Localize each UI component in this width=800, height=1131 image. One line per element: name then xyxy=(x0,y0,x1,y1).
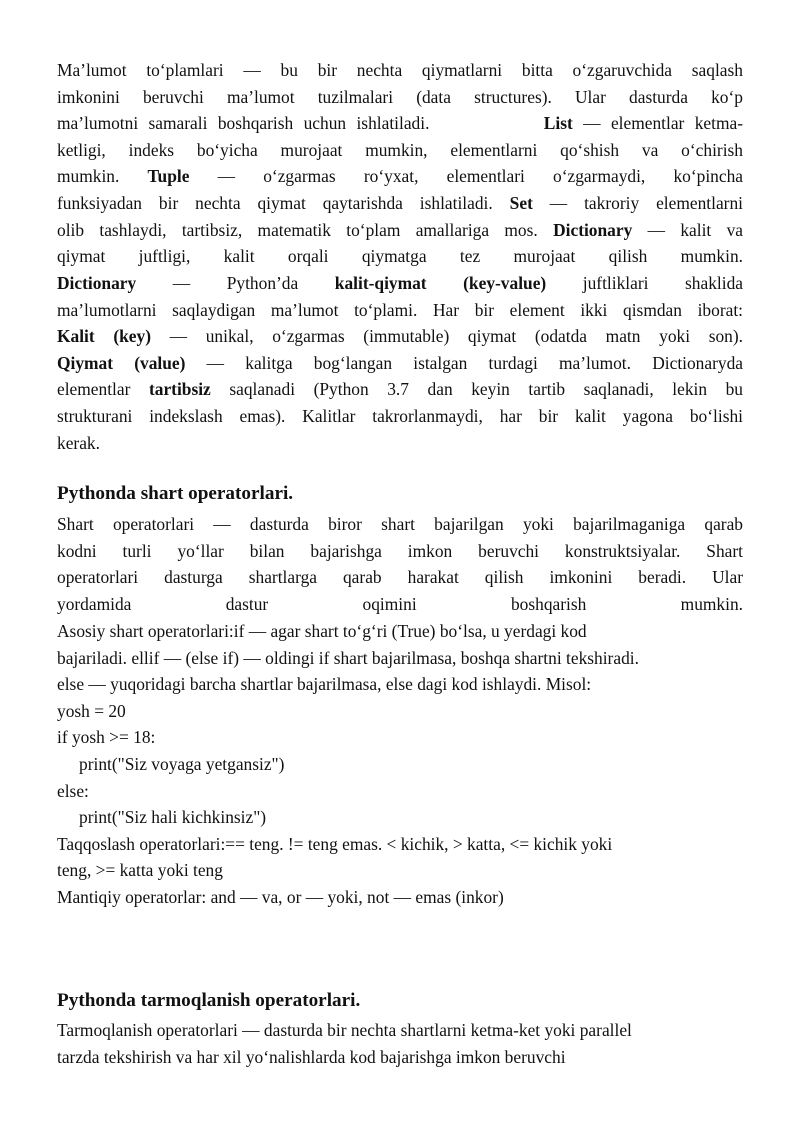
text-line: teng, >= katta yoki teng xyxy=(57,860,223,881)
paragraph-branching xyxy=(57,1017,743,1070)
text-line: qiymat juftligi, kalit orqali qiymatga tez murojaat qilish mumkin. xyxy=(57,246,743,267)
section-heading: Pythonda shart operatorlari. xyxy=(57,483,294,504)
code-line: print("Siz hali kichkinsiz") xyxy=(79,807,267,828)
text-line: kodni turli yo‘llar bilan bajarishga imkon beruvchi konstruktsiyalar. Shart xyxy=(57,540,743,561)
text-line: Tarmoqlanish operatorlari — dasturda bir nechta shartlarni ketma-ket yoki parallel xyxy=(57,1020,632,1040)
paragraph-operators xyxy=(57,618,743,911)
code-line: print("Siz voyaga yetgansiz") xyxy=(79,753,285,774)
text-line: mumkin. Tuple — o‘zgarmas ro‘yxat, elementlari o‘zgarmaydi, ko‘pincha xyxy=(57,166,743,187)
text-line: Mantiqiy operatorlar: and — va, or — yoki, not — emas (inkor) xyxy=(57,886,504,907)
term-list: List xyxy=(543,113,573,134)
text-line: Asosiy shart operatorlari:if — agar shart to‘g‘ri (True) bo‘lsa, u yerdagi kod xyxy=(57,621,587,641)
text-line: bajariladi. ellif — (else if) — oldingi if shart bajarilmasa, boshqa shartni tekshiradi. xyxy=(57,647,639,668)
text-line: operatorlari dasturga shartlarga qarab harakat qilish imkonini beradi. Ular xyxy=(57,567,743,588)
term-set: Set xyxy=(509,192,533,213)
text-line: yordamida dastur oqimini boshqarish mumkin. xyxy=(57,593,743,614)
text-line: Kalit (key) — unikal, o‘zgarmas (immutable) qiymat (odatda matn yoki son). xyxy=(57,326,743,347)
code-line: if yosh >= 18: xyxy=(57,727,156,748)
text-line: ma’lumotlarni saqlaydigan ma’lumot to‘plami. Har bir element ikki qismdan iborat: xyxy=(57,299,743,320)
term-tuple: Tuple xyxy=(147,166,190,187)
text-line: strukturani indekslash emas). Kalitlar takrorlanmaydi, har bir kalit yagona bo‘lishi xyxy=(57,405,743,426)
paragraph-dictionary xyxy=(57,270,743,456)
text-line: Shart operatorlari — dasturda biror shart bajarilgan yoki bajarilmaganiga qarab xyxy=(57,514,743,534)
text-line: olib tashlaydi, tartibsiz, matematik to‘plam amallariga mos. Dictionary — kalit va xyxy=(57,219,743,240)
text-line: Dictionary — Python’da kalit-qiymat (key-value) juftliklari shaklida xyxy=(57,273,743,293)
text-line: Ma’lumot to‘plamlari — bu bir nechta qiymatlarni bitta o‘zgaruvchida saqlash xyxy=(57,60,743,80)
section-heading: Pythonda tarmoqlanish operatorlari. xyxy=(57,990,361,1011)
text-line: imkonini beruvchi ma’lumot tuzilmalari (data structures). Ular dasturda ko‘p xyxy=(57,86,743,107)
text-line: ma’lumotni samarali boshqarish uchun ishlatiladi. List — elementlar ketma- xyxy=(57,113,744,134)
text-line: Taqqoslash operatorlari:== teng. != teng emas. < kichik, > katta, <= kichik yoki xyxy=(57,833,613,854)
text-line: Qiymat (value) — kalitga bog‘langan istalgan turdagi ma’lumot. Dictionaryda xyxy=(57,352,743,373)
text-line: elementlar tartibsiz saqlanadi (Python 3.7 dan keyin tartib saqlanadi, lekin bu xyxy=(57,379,743,400)
text-line: funksiyadan bir nechta qiymat qaytarishda ishlatiladi. Set — takroriy elementlarni xyxy=(57,192,743,213)
term-dictionary: Dictionary xyxy=(553,219,633,240)
paragraph-data-collections xyxy=(57,57,743,270)
text-line: kerak. xyxy=(57,432,100,453)
text-line: ketligi, indeks bo‘yicha murojaat mumkin, elementlarni qo‘shish va o‘chirish xyxy=(57,139,743,160)
paragraph-conditionals xyxy=(57,511,743,617)
text-line: tarzda tekshirish va har xil yo‘nalishlarda kod bajarishga imkon beruvchi xyxy=(57,1046,566,1067)
text-line: else — yuqoridagi barcha shartlar bajarilmasa, else dagi kod ishlaydi. Misol: xyxy=(57,674,592,695)
code-line: else: xyxy=(57,780,89,801)
code-line: yosh = 20 xyxy=(57,700,126,721)
